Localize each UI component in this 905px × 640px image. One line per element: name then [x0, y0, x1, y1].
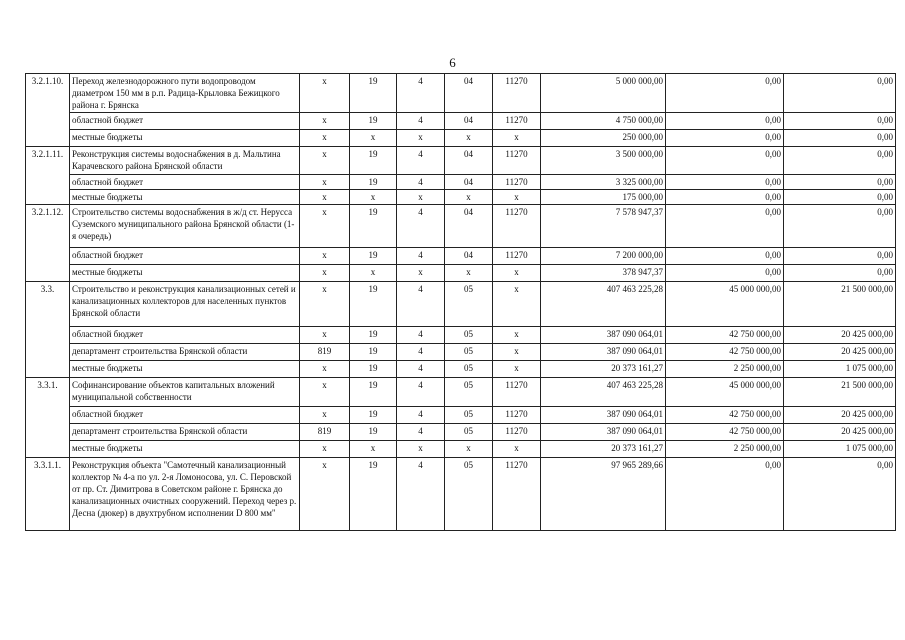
cell-om: х — [445, 441, 493, 458]
table-row — [26, 282, 896, 327]
cell-gp: 19 — [350, 175, 397, 190]
cell-value-1: 378 947,37 — [541, 265, 666, 282]
cell-gp: 19 — [350, 344, 397, 361]
cell-gr: х — [300, 248, 350, 265]
row-name: Реконструкция системы водоснабжения в д. Мальтина Карачевского района Брянской области — [70, 147, 300, 175]
cell-pp: 4 — [397, 344, 445, 361]
cell-gr: х — [300, 378, 350, 407]
row-name: Реконструкция объекта "Самотечный канализационный коллектор № 4-а по ул. 2-я Ломоносова, ул. С. Перовской от пр. Ст. Димитрова в Советском районе г. Брянска до канализационных очистных сооружений. Переход через р. Десна (дюкер) в двухтрубном исполнении D 800 мм" — [70, 458, 300, 531]
cell-value-3: 20 425 000,00 — [784, 344, 896, 361]
cell-value-1: 387 090 064,01 — [541, 407, 666, 424]
row-name: местные бюджеты — [70, 130, 300, 147]
cell-value-2: 42 750 000,00 — [666, 407, 784, 424]
cell-value-3: 0,00 — [784, 190, 896, 205]
table-row — [26, 424, 896, 441]
row-code: 3.2.1.12. — [26, 205, 70, 282]
cell-value-3: 0,00 — [784, 147, 896, 175]
cell-value-3: 0,00 — [784, 248, 896, 265]
cell-nr: х — [493, 265, 541, 282]
cell-value-2: 2 250 000,00 — [666, 441, 784, 458]
cell-nr: 11270 — [493, 175, 541, 190]
cell-gp: 19 — [350, 74, 397, 113]
cell-gr: х — [300, 407, 350, 424]
cell-value-1: 250 000,00 — [541, 130, 666, 147]
cell-value-3: 0,00 — [784, 458, 896, 531]
cell-value-1: 387 090 064,01 — [541, 424, 666, 441]
cell-gr: х — [300, 205, 350, 248]
cell-om: 04 — [445, 175, 493, 190]
cell-value-3: 0,00 — [784, 175, 896, 190]
cell-om: 04 — [445, 113, 493, 130]
cell-om: х — [445, 265, 493, 282]
table-row — [26, 441, 896, 458]
cell-gr: 819 — [300, 424, 350, 441]
table-row — [26, 248, 896, 265]
cell-om: 04 — [445, 74, 493, 113]
cell-pp: 4 — [397, 424, 445, 441]
cell-value-1: 3 500 000,00 — [541, 147, 666, 175]
row-name: Переход железнодорожного пути водопроводом диаметром 150 мм в р.п. Радица-Крыловка Бежицкого района г. Брянска — [70, 74, 300, 113]
cell-pp: х — [397, 130, 445, 147]
table-row — [26, 130, 896, 147]
table-row — [26, 265, 896, 282]
cell-om: х — [445, 130, 493, 147]
cell-pp: 4 — [397, 74, 445, 113]
cell-value-2: 0,00 — [666, 205, 784, 248]
cell-gr: х — [300, 74, 350, 113]
cell-om: 05 — [445, 344, 493, 361]
cell-value-3: 1 075 000,00 — [784, 361, 896, 378]
page-number: 6 — [449, 55, 456, 70]
cell-gr: х — [300, 265, 350, 282]
cell-om: 04 — [445, 248, 493, 265]
cell-gp: х — [350, 190, 397, 205]
cell-om: 05 — [445, 378, 493, 407]
row-name: местные бюджеты — [70, 361, 300, 378]
row-name: областной бюджет — [70, 248, 300, 265]
cell-gp: 19 — [350, 407, 397, 424]
row-name: Строительство системы водоснабжения в ж/д ст. Нерусса Суземского муниципального района Брянской области (1-я очередь) — [70, 205, 300, 248]
table-row — [26, 458, 896, 531]
cell-nr: х — [493, 327, 541, 344]
cell-gr: х — [300, 327, 350, 344]
row-name: Софинансирование объектов капитальных вложений муниципальной собственности — [70, 378, 300, 407]
cell-value-1: 387 090 064,01 — [541, 327, 666, 344]
cell-nr: 11270 — [493, 378, 541, 407]
row-name: департамент строительства Брянской области — [70, 344, 300, 361]
cell-gr: х — [300, 130, 350, 147]
cell-om: 05 — [445, 361, 493, 378]
cell-value-1: 175 000,00 — [541, 190, 666, 205]
cell-nr: х — [493, 130, 541, 147]
cell-pp: 4 — [397, 147, 445, 175]
cell-nr: х — [493, 361, 541, 378]
cell-value-1: 3 325 000,00 — [541, 175, 666, 190]
cell-gr: 819 — [300, 344, 350, 361]
cell-om: 05 — [445, 327, 493, 344]
cell-gr: х — [300, 147, 350, 175]
row-code: 3.2.1.10. — [26, 74, 70, 147]
cell-value-2: 0,00 — [666, 458, 784, 531]
cell-value-2: 0,00 — [666, 248, 784, 265]
cell-om: 05 — [445, 407, 493, 424]
row-name: областной бюджет — [70, 175, 300, 190]
cell-nr: 11270 — [493, 407, 541, 424]
cell-pp: 4 — [397, 175, 445, 190]
cell-om: 04 — [445, 205, 493, 248]
table-row — [26, 407, 896, 424]
cell-gp: 19 — [350, 147, 397, 175]
cell-value-3: 0,00 — [784, 130, 896, 147]
cell-value-3: 21 500 000,00 — [784, 378, 896, 407]
cell-value-2: 2 250 000,00 — [666, 361, 784, 378]
row-name: местные бюджеты — [70, 190, 300, 205]
cell-pp: х — [397, 441, 445, 458]
cell-om: 05 — [445, 458, 493, 531]
cell-pp: 4 — [397, 113, 445, 130]
row-code: 3.3.1. — [26, 378, 70, 458]
cell-pp: 4 — [397, 327, 445, 344]
cell-nr: 11270 — [493, 147, 541, 175]
cell-nr: х — [493, 282, 541, 327]
cell-nr: 11270 — [493, 205, 541, 248]
cell-value-1: 4 750 000,00 — [541, 113, 666, 130]
cell-value-2: 42 750 000,00 — [666, 424, 784, 441]
cell-om: 05 — [445, 282, 493, 327]
row-name: местные бюджеты — [70, 265, 300, 282]
row-code: 3.3. — [26, 282, 70, 378]
cell-om: 04 — [445, 147, 493, 175]
table-row — [26, 190, 896, 205]
cell-nr: 11270 — [493, 113, 541, 130]
table-row — [26, 113, 896, 130]
cell-value-1: 5 000 000,00 — [541, 74, 666, 113]
table-row — [26, 378, 896, 407]
cell-value-1: 7 578 947,37 — [541, 205, 666, 248]
cell-value-3: 0,00 — [784, 74, 896, 113]
cell-pp: х — [397, 190, 445, 205]
cell-gr: х — [300, 113, 350, 130]
table-row — [26, 327, 896, 344]
table-row — [26, 205, 896, 248]
cell-value-3: 0,00 — [784, 205, 896, 248]
cell-pp: 4 — [397, 205, 445, 248]
cell-gp: 19 — [350, 205, 397, 248]
cell-value-2: 0,00 — [666, 130, 784, 147]
cell-value-1: 387 090 064,01 — [541, 344, 666, 361]
cell-pp: 4 — [397, 361, 445, 378]
cell-om: 05 — [445, 424, 493, 441]
cell-value-1: 7 200 000,00 — [541, 248, 666, 265]
cell-value-1: 97 965 289,66 — [541, 458, 666, 531]
cell-value-3: 1 075 000,00 — [784, 441, 896, 458]
cell-nr: 11270 — [493, 458, 541, 531]
cell-value-2: 0,00 — [666, 147, 784, 175]
cell-value-2: 45 000 000,00 — [666, 378, 784, 407]
table-row — [26, 74, 896, 113]
cell-nr: х — [493, 344, 541, 361]
cell-gp: 19 — [350, 361, 397, 378]
cell-gp: х — [350, 265, 397, 282]
row-name: областной бюджет — [70, 327, 300, 344]
table-row — [26, 361, 896, 378]
cell-nr: 11270 — [493, 74, 541, 113]
cell-value-3: 20 425 000,00 — [784, 424, 896, 441]
cell-nr: 11270 — [493, 248, 541, 265]
cell-gp: 19 — [350, 458, 397, 531]
budget-table — [25, 73, 896, 531]
cell-value-3: 0,00 — [784, 113, 896, 130]
cell-gp: 19 — [350, 282, 397, 327]
cell-value-1: 20 373 161,27 — [541, 361, 666, 378]
cell-gr: х — [300, 282, 350, 327]
cell-pp: 4 — [397, 407, 445, 424]
cell-pp: 4 — [397, 458, 445, 531]
cell-nr: х — [493, 190, 541, 205]
cell-nr: 11270 — [493, 424, 541, 441]
cell-gr: х — [300, 458, 350, 531]
row-code: 3.2.1.11. — [26, 147, 70, 205]
cell-value-2: 0,00 — [666, 190, 784, 205]
row-name: областной бюджет — [70, 407, 300, 424]
table-row — [26, 175, 896, 190]
cell-gp: 19 — [350, 424, 397, 441]
cell-gp: 19 — [350, 327, 397, 344]
table-row — [26, 344, 896, 361]
cell-pp: х — [397, 265, 445, 282]
cell-value-2: 42 750 000,00 — [666, 327, 784, 344]
cell-gr: х — [300, 361, 350, 378]
cell-gp: 19 — [350, 378, 397, 407]
cell-value-2: 0,00 — [666, 175, 784, 190]
cell-pp: 4 — [397, 378, 445, 407]
row-name: местные бюджеты — [70, 441, 300, 458]
cell-gp: 19 — [350, 248, 397, 265]
cell-value-2: 0,00 — [666, 113, 784, 130]
cell-gr: х — [300, 190, 350, 205]
cell-value-2: 0,00 — [666, 265, 784, 282]
cell-value-1: 407 463 225,28 — [541, 378, 666, 407]
cell-value-3: 21 500 000,00 — [784, 282, 896, 327]
cell-gr: х — [300, 175, 350, 190]
row-name: департамент строительства Брянской области — [70, 424, 300, 441]
cell-pp: 4 — [397, 282, 445, 327]
cell-nr: х — [493, 441, 541, 458]
cell-value-3: 0,00 — [784, 265, 896, 282]
cell-value-2: 45 000 000,00 — [666, 282, 784, 327]
cell-value-3: 20 425 000,00 — [784, 327, 896, 344]
row-name: Строительство и реконструкция канализационных сетей и канализационных коллекторов для населенных пунктов Брянской области — [70, 282, 300, 327]
cell-gp: 19 — [350, 113, 397, 130]
cell-value-1: 20 373 161,27 — [541, 441, 666, 458]
row-code: 3.3.1.1. — [26, 458, 70, 531]
cell-value-3: 20 425 000,00 — [784, 407, 896, 424]
row-name: областной бюджет — [70, 113, 300, 130]
cell-value-2: 0,00 — [666, 74, 784, 113]
cell-om: х — [445, 190, 493, 205]
cell-gp: х — [350, 441, 397, 458]
cell-gp: х — [350, 130, 397, 147]
cell-value-1: 407 463 225,28 — [541, 282, 666, 327]
cell-value-2: 42 750 000,00 — [666, 344, 784, 361]
cell-pp: 4 — [397, 248, 445, 265]
table-row — [26, 147, 896, 175]
cell-gr: х — [300, 441, 350, 458]
